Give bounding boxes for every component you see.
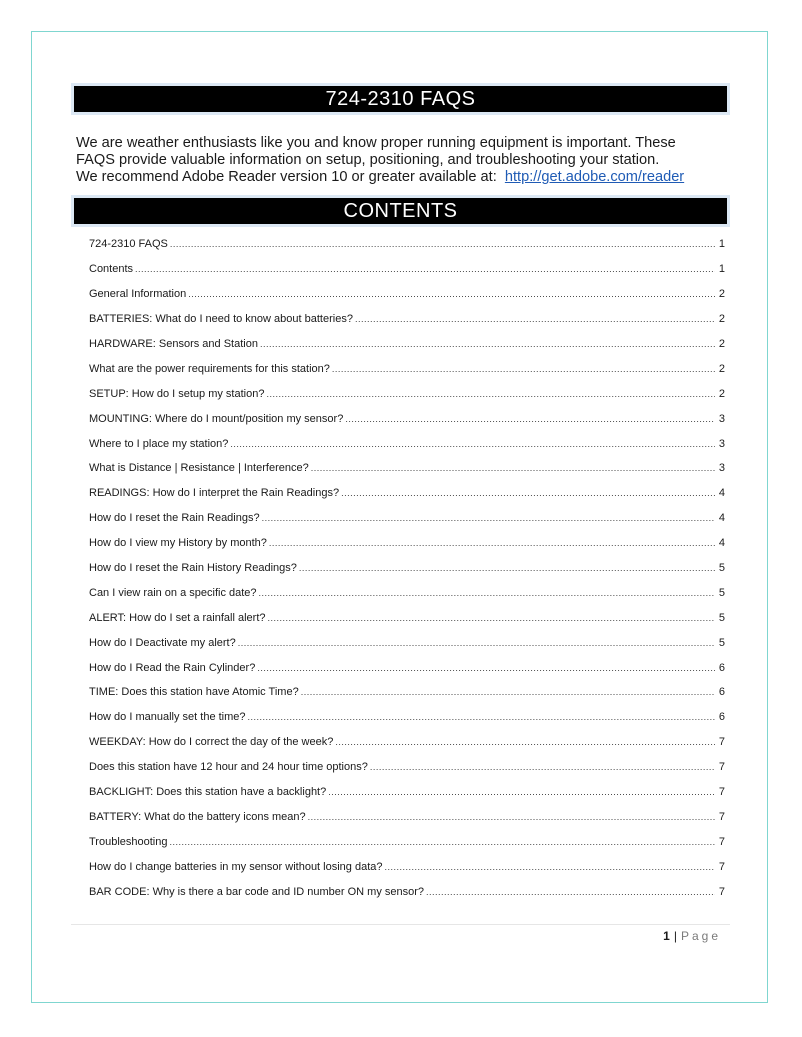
footer-page-word: Page: [680, 929, 721, 943]
toc-entry[interactable]: [89, 829, 725, 854]
toc-entry[interactable]: [89, 406, 725, 431]
toc-entry[interactable]: [89, 705, 725, 730]
intro-paragraph: [76, 135, 726, 186]
toc-entry-title: TIME: Does this station have Atomic Time?: [89, 686, 299, 699]
toc-entry[interactable]: [89, 630, 725, 655]
toc-entry[interactable]: [89, 332, 725, 357]
toc-dot-leader: [355, 314, 715, 324]
toc-entry[interactable]: [89, 804, 725, 829]
toc-entry-title: BATTERIES: What do I need to know about batteries?: [89, 313, 353, 326]
toc-dot-leader: [268, 613, 716, 623]
toc-entry[interactable]: [89, 730, 725, 755]
toc-page-number: 3: [718, 412, 725, 425]
document-title-bar: [71, 83, 730, 115]
toc-dot-leader: [332, 364, 715, 374]
toc-entry-title: 724-2310 FAQS: [89, 238, 168, 251]
toc-entry[interactable]: [89, 232, 725, 257]
contents-heading: CONTENTS: [343, 200, 458, 222]
toc-page-number: 1: [718, 263, 725, 276]
toc-page-number: 7: [718, 736, 725, 749]
toc-entry[interactable]: [89, 356, 725, 381]
contents-heading-bar: [71, 195, 730, 227]
toc-dot-leader: [385, 862, 716, 872]
toc-dot-leader: [328, 787, 715, 797]
toc-entry-title: HARDWARE: Sensors and Station: [89, 338, 258, 350]
toc-dot-leader: [248, 712, 715, 722]
adobe-reader-link[interactable]: http://get.adobe.com/reader: [504, 169, 685, 185]
document-title: 724-2310 FAQS: [325, 88, 476, 110]
page-footer: [663, 929, 721, 943]
toc-entry-title: MOUNTING: Where do I mount/position my sensor?: [89, 412, 344, 425]
toc-page-number: 7: [718, 810, 725, 823]
toc-entry-title: How do I manually set the time?: [89, 711, 246, 724]
toc-dot-leader: [135, 264, 715, 274]
toc-entry[interactable]: [89, 580, 725, 605]
toc-dot-leader: [170, 239, 715, 249]
toc-entry-title: WEEKDAY: How do I correct the day of the week?: [89, 736, 334, 749]
toc-page-number: 2: [718, 387, 725, 400]
footer-separator: |: [673, 929, 677, 943]
toc-entry-title: How do I reset the Rain Readings?: [89, 512, 260, 525]
footer-divider: [71, 924, 730, 925]
toc-page-number: 7: [718, 860, 725, 873]
toc-page-number: 5: [718, 562, 725, 575]
toc-entry[interactable]: [89, 456, 725, 481]
toc-entry[interactable]: [89, 755, 725, 780]
toc-page-number: 7: [718, 761, 725, 774]
toc-entry-title: How do I Read the Rain Cylinder?: [89, 661, 256, 674]
toc-entry[interactable]: [89, 680, 725, 705]
toc-entry-title: Does this station have 12 hour and 24 hour time options?: [89, 761, 368, 774]
toc-page-number: 2: [718, 362, 725, 375]
toc-dot-leader: [260, 339, 715, 349]
toc-page-number: 7: [718, 786, 725, 799]
toc-entry[interactable]: [89, 854, 725, 879]
table-of-contents: [89, 232, 725, 904]
toc-entry-title: What are the power requirements for this station?: [89, 362, 330, 375]
toc-entry-title: How do I view my History by month?: [89, 537, 267, 550]
toc-page-number: 4: [718, 512, 725, 525]
toc-dot-leader: [230, 439, 715, 449]
toc-dot-leader: [301, 687, 715, 697]
intro-line-1: We are weather enthusiasts like you and know proper running equipment is important. These: [76, 135, 676, 151]
intro-line-3: [76, 169, 726, 186]
toc-dot-leader: [345, 414, 715, 424]
toc-dot-leader: [169, 837, 715, 847]
toc-page-number: 7: [718, 885, 725, 898]
toc-entry[interactable]: [89, 431, 725, 456]
toc-page-number: 6: [718, 686, 725, 699]
toc-dot-leader: [308, 812, 715, 822]
toc-dot-leader: [269, 538, 715, 548]
toc-entry-title: BATTERY: What do the battery icons mean?: [89, 810, 306, 823]
toc-entry-title: How do I Deactivate my alert?: [89, 636, 236, 649]
toc-entry[interactable]: [89, 780, 725, 805]
toc-entry[interactable]: [89, 879, 725, 904]
toc-page-number: 3: [718, 437, 725, 450]
toc-dot-leader: [341, 488, 715, 498]
toc-entry-title: What is Distance | Resistance | Interference?: [89, 462, 309, 475]
toc-page-number: 2: [718, 313, 725, 326]
toc-page-number: 4: [718, 537, 725, 550]
toc-entry[interactable]: [89, 556, 725, 581]
toc-entry[interactable]: [89, 531, 725, 556]
toc-entry-title: Can I view rain on a specific date?: [89, 586, 257, 599]
toc-dot-leader: [266, 389, 715, 399]
toc-entry[interactable]: [89, 605, 725, 630]
toc-entry[interactable]: [89, 506, 725, 531]
toc-dot-leader: [311, 463, 715, 473]
toc-dot-leader: [262, 513, 715, 523]
toc-entry[interactable]: [89, 257, 725, 282]
toc-page-number: 1: [718, 238, 725, 251]
toc-entry-title: Troubleshooting: [89, 835, 168, 848]
toc-dot-leader: [335, 737, 715, 747]
toc-page-number: 4: [718, 487, 725, 500]
toc-entry-title: How do I change batteries in my sensor without losing data?: [89, 860, 383, 873]
toc-page-number: 3: [718, 462, 725, 475]
toc-entry-title: SETUP: How do I setup my station?: [89, 387, 265, 400]
toc-entry[interactable]: [89, 655, 725, 680]
toc-entry[interactable]: [89, 481, 725, 506]
footer-page-number: 1: [663, 929, 670, 943]
toc-entry-title: General Information: [89, 288, 187, 301]
intro-line-2: FAQS provide valuable information on setup, positioning, and troubleshooting your station.: [76, 152, 660, 168]
toc-dot-leader: [426, 887, 715, 897]
toc-entry[interactable]: [89, 381, 725, 406]
toc-entry-title: Contents: [89, 263, 134, 276]
toc-entry-title: ALERT: How do I set a rainfall alert?: [89, 611, 266, 624]
toc-dot-leader: [188, 289, 715, 299]
toc-page-number: 6: [718, 661, 725, 674]
toc-dot-leader: [370, 762, 715, 772]
toc-entry-title: READINGS: How do I interpret the Rain Readings?: [89, 487, 340, 500]
intro-line-3-text: We recommend Adobe Reader version 10 or greater available at:: [76, 169, 497, 185]
toc-page-number: 5: [718, 611, 725, 624]
toc-page-number: 5: [718, 586, 725, 599]
toc-entry[interactable]: [89, 282, 725, 307]
toc-dot-leader: [238, 638, 715, 648]
toc-entry-title: Where to I place my station?: [89, 437, 229, 450]
toc-entry[interactable]: [89, 307, 725, 332]
toc-page-number: 2: [718, 288, 725, 301]
toc-dot-leader: [299, 563, 715, 573]
toc-page-number: 6: [718, 711, 725, 724]
toc-entry-title: BACKLIGHT: Does this station have a backlight?: [89, 786, 327, 799]
toc-page-number: 7: [718, 835, 725, 848]
toc-dot-leader: [257, 663, 715, 673]
toc-page-number: 2: [718, 338, 725, 350]
toc-entry-title: How do I reset the Rain History Readings?: [89, 562, 297, 575]
toc-page-number: 5: [718, 636, 725, 649]
toc-entry-title: BAR CODE: Why is there a bar code and ID number ON my sensor?: [89, 885, 425, 898]
toc-dot-leader: [259, 588, 715, 598]
